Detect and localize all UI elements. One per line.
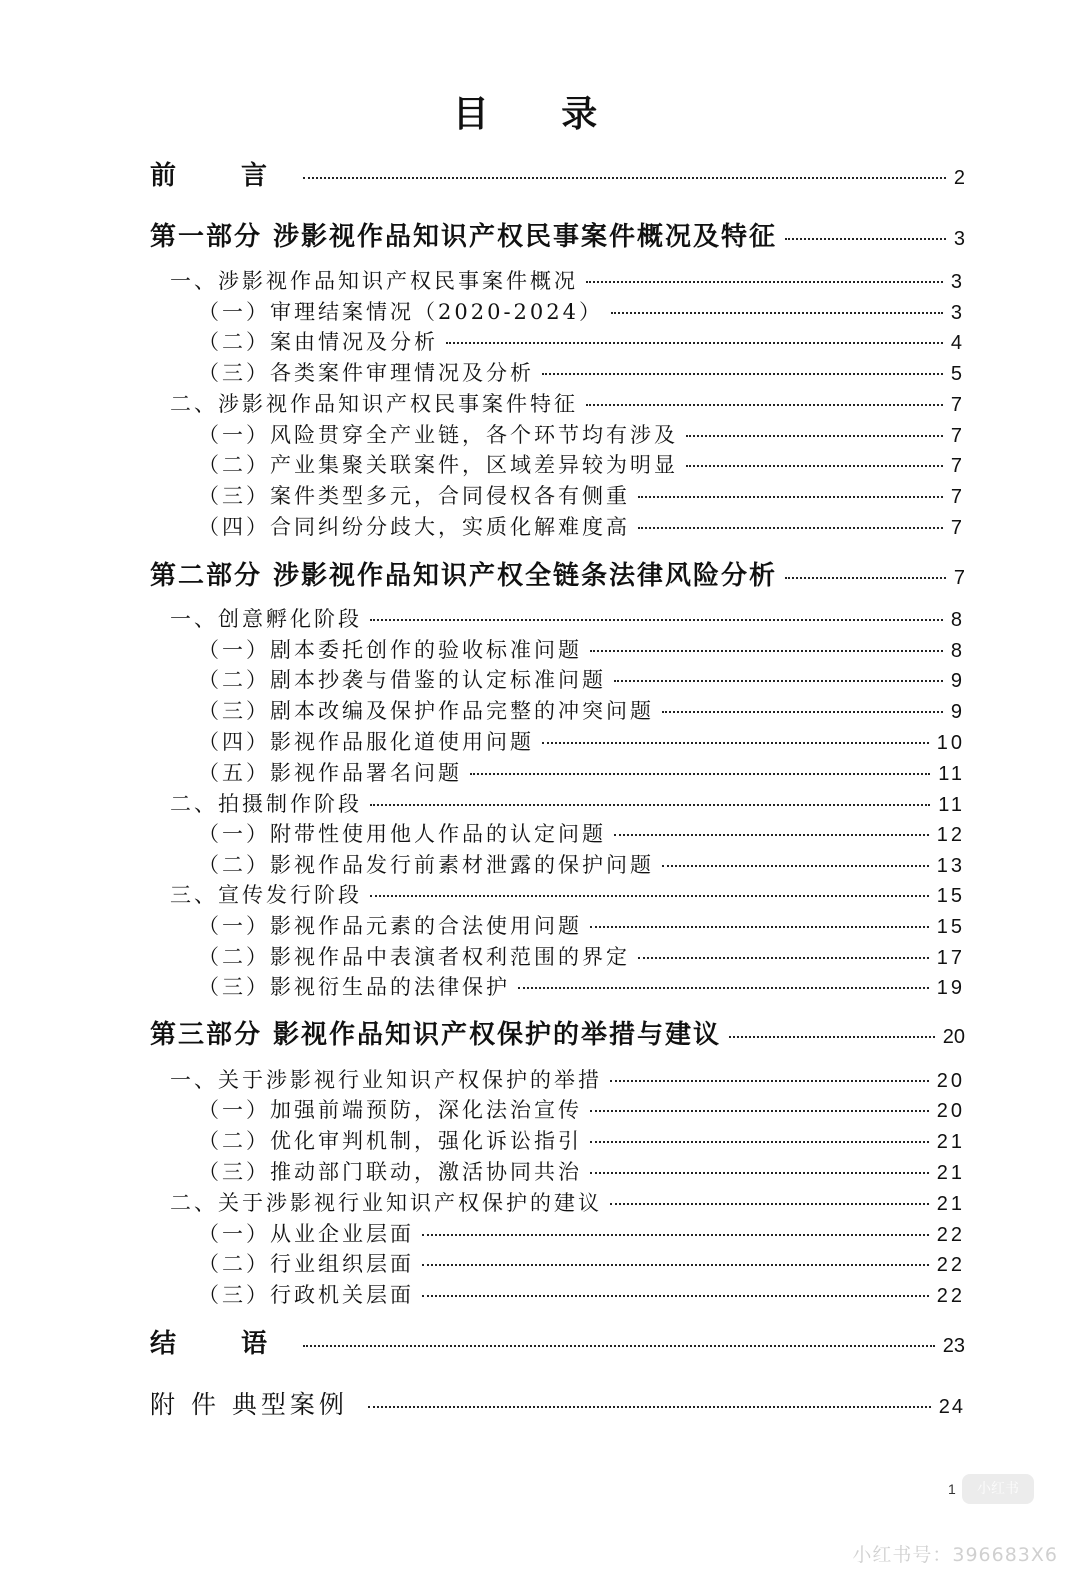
toc-entry-section[interactable]: [170, 265, 965, 295]
dot-leader: [785, 577, 946, 579]
dot-leader: [590, 1141, 929, 1143]
toc-entry-subsection[interactable]: [198, 695, 965, 725]
toc-entry-page: 22: [936, 1285, 965, 1307]
dot-leader: [662, 865, 929, 867]
toc-entry-label: （二）优化审判机制，强化诉讼指引: [198, 1129, 582, 1153]
dot-leader: [370, 895, 929, 897]
toc-entry-label: （一）剧本委托创作的验收标准问题: [198, 638, 582, 662]
toc-entry-subsection[interactable]: [198, 726, 965, 756]
toc-entry-page: 11: [938, 763, 965, 785]
toc-entry-page: 7: [950, 517, 965, 539]
toc-entry-page: 12: [936, 824, 965, 846]
toc-entry-subsection[interactable]: [198, 1218, 965, 1248]
toc-entry-label: 附 件 典型案例: [150, 1390, 348, 1419]
toc-entry-page: 21: [936, 1193, 965, 1215]
toc-entry-label: （二）影视作品中表演者权利范围的界定: [198, 945, 630, 969]
toc-entry-label: （三）行政机关层面: [198, 1283, 414, 1307]
dot-leader: [422, 1295, 929, 1297]
toc-entry-page: 4: [950, 332, 965, 354]
toc-entry-label: （五）影视作品署名问题: [198, 761, 462, 785]
toc-entry-part-1[interactable]: [150, 216, 965, 253]
toc-entry-page: 19: [936, 977, 965, 999]
dot-leader: [518, 987, 929, 989]
toc-entry-page: 21: [936, 1131, 965, 1153]
toc-entry-page: 23: [942, 1335, 965, 1357]
dot-leader: [611, 312, 943, 314]
watermark-text: 小红书号：396683X6: [852, 1544, 1058, 1566]
toc-entry-subsection[interactable]: [198, 971, 965, 1001]
toc-entry-page: 20: [936, 1100, 965, 1122]
toc-title: 目 录: [452, 94, 628, 135]
dot-leader: [303, 1345, 935, 1347]
toc-entry-page: 3: [953, 228, 965, 250]
toc-entry-label: （一）风险贯穿全产业链，各个环节均有涉及: [198, 423, 678, 447]
toc-entry-page: 22: [936, 1224, 965, 1246]
dot-leader: [586, 281, 943, 283]
toc-entry-page: 7: [950, 425, 965, 447]
toc-entry-label: 二、拍摄制作阶段: [170, 792, 362, 816]
toc-entry-page: 11: [938, 794, 965, 816]
toc-entry-label: 前 言: [150, 161, 296, 191]
toc-entry-subsection[interactable]: [198, 634, 965, 664]
dot-leader: [542, 373, 943, 375]
toc-entry-subsection[interactable]: [198, 941, 965, 971]
toc-entry-label: （一）加强前端预防，深化法治宣传: [198, 1098, 582, 1122]
toc-entry-label: （一）影视作品元素的合法使用问题: [198, 914, 582, 938]
toc-entry-page: 20: [942, 1026, 965, 1048]
toc-entry-subsection[interactable]: [198, 1094, 965, 1124]
toc-entry-label: （二）行业组织层面: [198, 1252, 414, 1276]
toc-entry-page: 10: [936, 732, 965, 754]
dot-leader: [610, 1203, 929, 1205]
toc-entry-label: 二、关于涉影视行业知识产权保护的建议: [170, 1191, 602, 1215]
toc-entry-label: 一、涉影视作品知识产权民事案件概况: [170, 269, 578, 293]
toc-entry-subsection[interactable]: [198, 326, 965, 356]
toc-entry-subsection[interactable]: [198, 1279, 965, 1309]
dot-leader: [662, 711, 943, 713]
toc-entry-page: 2: [953, 167, 965, 189]
toc-entry-page: 22: [936, 1254, 965, 1276]
toc-entry-label: （二）产业集聚关联案件，区域差异较为明显: [198, 453, 678, 477]
toc-entry-label: （三）剧本改编及保护作品完整的冲突问题: [198, 699, 654, 723]
toc-entry-annex[interactable]: [150, 1385, 965, 1421]
dot-leader: [638, 496, 943, 498]
dot-leader: [303, 177, 946, 179]
toc-entry-label: 三、宣传发行阶段: [170, 883, 362, 907]
toc-entry-page: 15: [936, 885, 965, 907]
toc-entry-page: 24: [938, 1396, 965, 1418]
toc-entry-page: 5: [950, 363, 965, 385]
dot-leader: [614, 680, 943, 682]
toc-entry-page: 8: [950, 609, 965, 631]
toc-entry-label: （三）影视衍生品的法律保护: [198, 975, 510, 999]
toc-entry-subsection[interactable]: [198, 1125, 965, 1155]
toc-entry-label: 一、创意孵化阶段: [170, 607, 362, 631]
dot-leader: [590, 650, 943, 652]
watermark-badge: 小红书: [962, 1474, 1034, 1504]
toc-entry-label: 第二部分 涉影视作品知识产权全链条法律风险分析: [150, 561, 778, 591]
toc-entry-section[interactable]: [170, 879, 965, 909]
toc-entry-label: 一、关于涉影视行业知识产权保护的举措: [170, 1068, 602, 1092]
toc-entry-label: （一）从业企业层面: [198, 1222, 414, 1246]
dot-leader: [446, 342, 943, 344]
toc-entry-subsection[interactable]: [198, 357, 965, 387]
toc-entry-page: 8: [950, 640, 965, 662]
toc-entry-subsection[interactable]: [198, 757, 965, 787]
toc-entry-section[interactable]: [170, 603, 965, 633]
toc-entry-label: （二）剧本抄袭与借鉴的认定标准问题: [198, 668, 606, 692]
dot-leader: [610, 1080, 929, 1082]
toc-entry-subsection[interactable]: [198, 849, 965, 879]
toc-entry-subsection[interactable]: [198, 1156, 965, 1186]
toc-entry-page: 9: [950, 701, 965, 723]
toc-entry-label: （三）各类案件审理情况及分析: [198, 361, 534, 385]
toc-entry-part-3[interactable]: [150, 1014, 965, 1051]
toc-entry-label: 二、涉影视作品知识产权民事案件特征: [170, 392, 578, 416]
dot-leader: [370, 804, 930, 806]
toc-entry-label: （三）案件类型多元，合同侵权各有侧重: [198, 484, 630, 508]
toc-entry-label: （四）合同纠纷分歧大，实质化解难度高: [198, 515, 630, 539]
dot-leader: [590, 1110, 929, 1112]
dot-leader: [729, 1036, 935, 1038]
dot-leader: [638, 527, 943, 529]
toc-entry-section[interactable]: [170, 1064, 965, 1094]
dot-leader: [686, 435, 943, 437]
toc-entry-page: 7: [950, 394, 965, 416]
toc-entry-subsection[interactable]: [198, 480, 965, 510]
dot-leader: [614, 834, 929, 836]
toc-entry-page: 7: [950, 486, 965, 508]
toc-entry-subsection[interactable]: [198, 818, 965, 848]
toc-entry-preface[interactable]: [150, 155, 965, 192]
toc-entry-conclusion[interactable]: [150, 1323, 965, 1360]
toc-entry-page: 7: [950, 455, 965, 477]
toc-entry-label: （一）审理结案情况（2020-2024）: [198, 300, 603, 324]
toc-entry-page: 21: [936, 1162, 965, 1184]
toc-entry-page: 3: [950, 302, 965, 324]
dot-leader: [422, 1264, 929, 1266]
dot-leader: [542, 742, 929, 744]
dot-leader: [470, 773, 930, 775]
toc-entry-subsection[interactable]: [198, 1248, 965, 1278]
toc-entry-label: （四）影视作品服化道使用问题: [198, 730, 534, 754]
toc-entry-label: 结 语: [150, 1329, 296, 1359]
dot-leader: [590, 1172, 929, 1174]
toc-entry-label: （二）案由情况及分析: [198, 330, 438, 354]
dot-leader: [785, 238, 946, 240]
dot-leader: [638, 957, 929, 959]
dot-leader: [368, 1406, 931, 1408]
dot-leader: [586, 404, 943, 406]
toc-entry-label: （一）附带性使用他人作品的认定问题: [198, 822, 606, 846]
toc-entry-label: （三）推动部门联动，激活协同共治: [198, 1160, 582, 1184]
toc-entry-page: 15: [936, 916, 965, 938]
toc-entry-subsection[interactable]: [198, 419, 965, 449]
dot-leader: [370, 619, 943, 621]
toc-entry-section[interactable]: [170, 788, 965, 818]
toc-entry-label: （二）影视作品发行前素材泄露的保护问题: [198, 853, 654, 877]
dot-leader: [590, 926, 929, 928]
page-number: 1: [948, 1481, 956, 1497]
dot-leader: [422, 1234, 929, 1236]
toc-entry-label: 第三部分 影视作品知识产权保护的举措与建议: [150, 1020, 722, 1050]
dot-leader: [686, 465, 943, 467]
toc-entry-subsection[interactable]: [198, 449, 965, 479]
toc-entry-label: 第一部分 涉影视作品知识产权民事案件概况及特征: [150, 222, 778, 252]
toc-entry-page: 13: [936, 855, 965, 877]
toc-entry-subsection[interactable]: [198, 511, 965, 541]
toc-entry-section[interactable]: [170, 388, 965, 418]
toc-entry-subsection[interactable]: [198, 910, 965, 940]
toc-entry-part-2[interactable]: [150, 555, 965, 592]
toc-entry-page: 3: [950, 271, 965, 293]
toc-entry-subsection[interactable]: [198, 664, 965, 694]
toc-entry-page: 7: [953, 567, 965, 589]
toc-entry-section[interactable]: [170, 1187, 965, 1217]
toc-entry-subsection[interactable]: [198, 296, 965, 326]
toc-entry-page: 20: [936, 1070, 965, 1092]
toc-entry-page: 9: [950, 670, 965, 692]
toc-entry-page: 17: [936, 947, 965, 969]
